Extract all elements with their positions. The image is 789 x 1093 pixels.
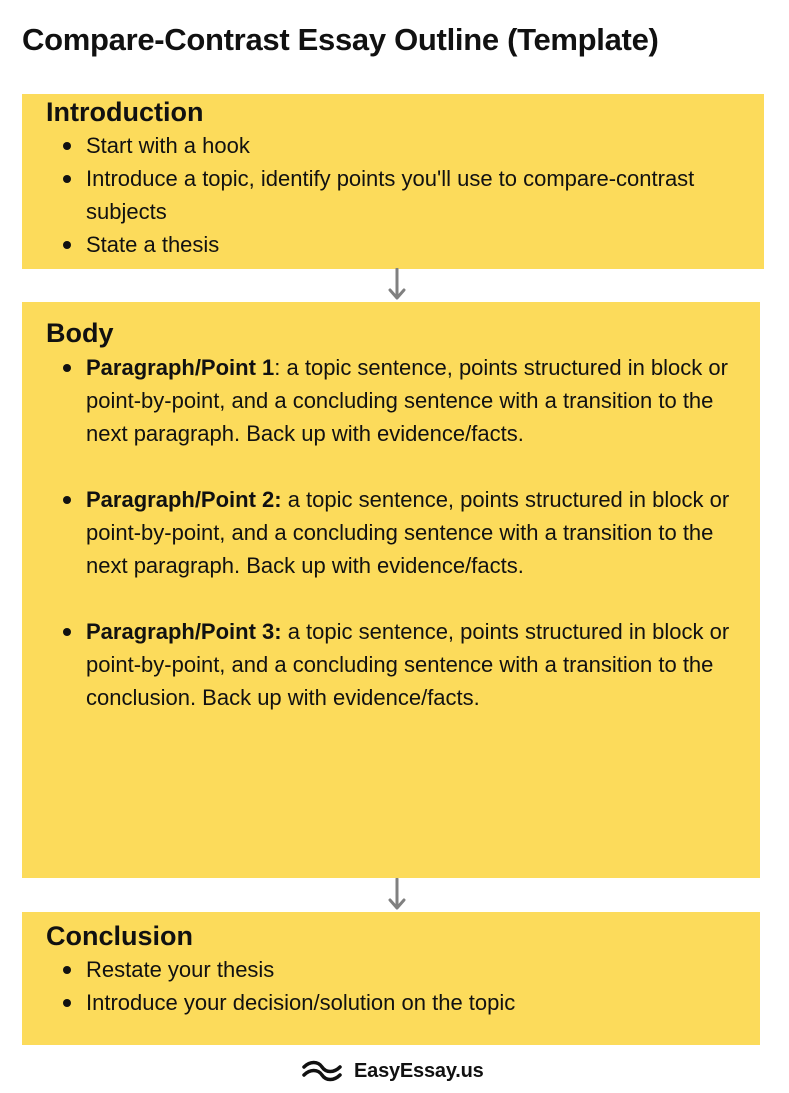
list-item [86, 615, 736, 714]
list-item [86, 351, 736, 450]
introduction-heading: Introduction [46, 97, 204, 127]
list-item: Restate your thesis [86, 953, 736, 986]
body-list [46, 350, 736, 714]
list-item: Introduce a topic, identify points you'll use to compare-contrast subjects [86, 162, 740, 228]
paragraph-point-text: a topic sentence, points structured in block or point-by-point, and a concluding sentence with a transition to the next paragraph. Back up with evidence/facts. [86, 487, 730, 578]
body-heading: Body [46, 318, 114, 348]
page-title: Compare-Contrast Essay Outline (Template) [22, 22, 659, 57]
paragraph-point-label: Paragraph/Point 3: [86, 619, 282, 644]
paragraph-point-label: Paragraph/Point 2: [86, 487, 282, 512]
list-item: Introduce your decision/solution on the topic [86, 986, 736, 1019]
arrow-down-icon [387, 268, 407, 302]
easyessay-logo-icon [300, 1059, 344, 1083]
footer-brand [300, 1058, 484, 1084]
list-item: Start with a hook [86, 129, 740, 162]
list-item: State a thesis [86, 228, 740, 261]
paragraph-point-label: Paragraph/Point 1 [86, 355, 275, 380]
conclusion-list [46, 953, 736, 1019]
body-box [22, 302, 760, 878]
arrow-down-icon [387, 878, 407, 912]
conclusion-box [22, 912, 760, 1045]
introduction-box [22, 94, 764, 269]
conclusion-heading: Conclusion [46, 921, 193, 951]
brand-name: EasyEssay.us [354, 1059, 484, 1082]
paragraph-point-text: : a topic sentence, points structured in block or point-by-point, and a concluding sentence with a transition to the next paragraph. Back up with evidence/facts. [86, 355, 728, 446]
list-item [86, 483, 736, 582]
paragraph-point-text: a topic sentence, points structured in block or point-by-point, and a concluding sentence with a transition to the conclusion. Back up with evidence/facts. [86, 619, 730, 710]
introduction-list [46, 129, 740, 261]
